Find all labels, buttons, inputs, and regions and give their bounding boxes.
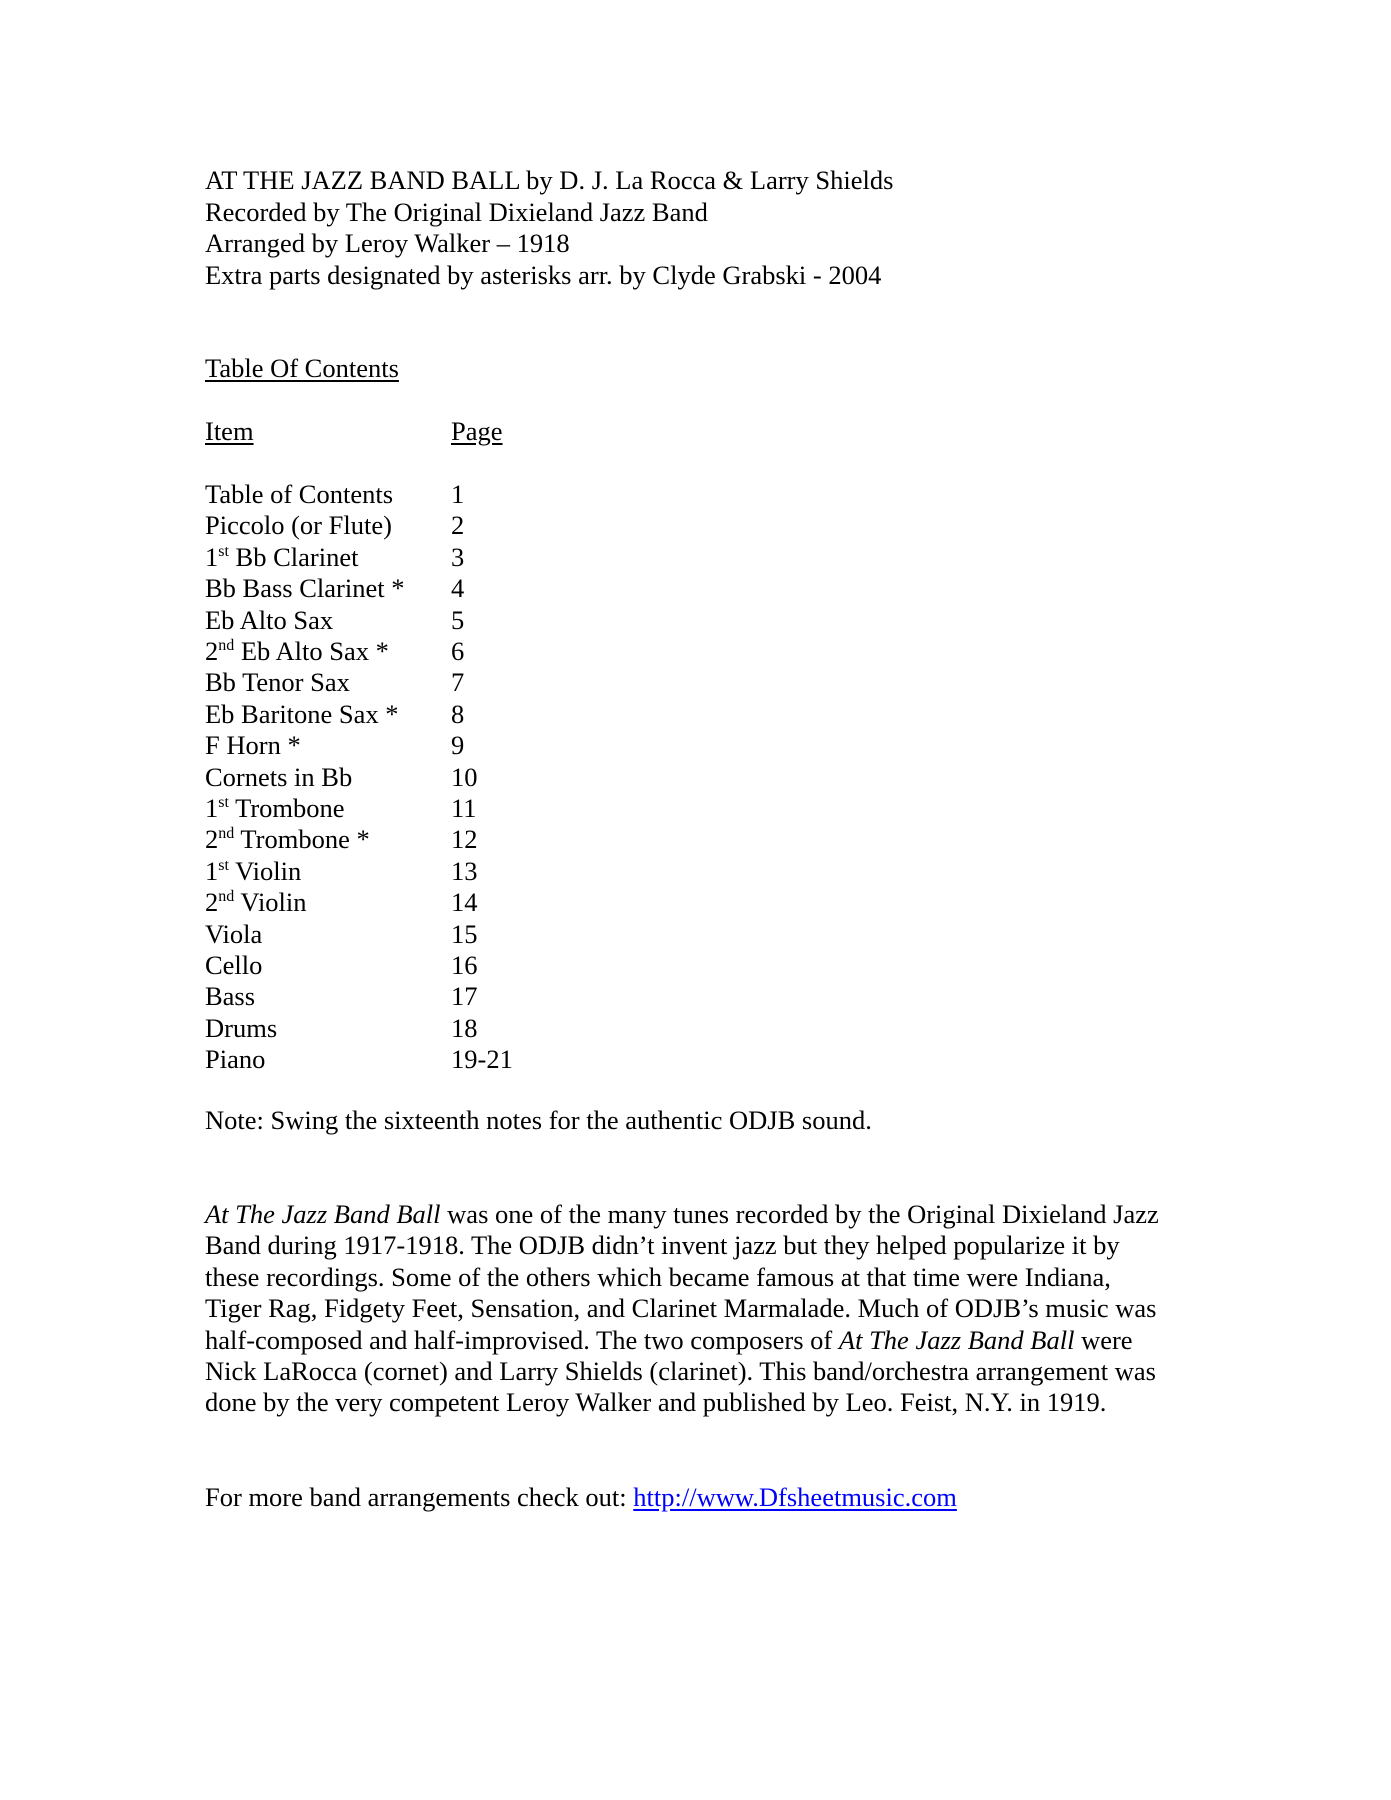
toc-item-label: Piccolo (or Flute) (205, 510, 392, 541)
toc-item-label: Viola (205, 918, 263, 949)
toc-heading: Table Of Contents (205, 353, 399, 383)
swing-note: Note: Swing the sixteenth notes for the authentic ODJB sound. (205, 1105, 872, 1135)
toc-page-number: 6 (451, 636, 465, 666)
toc-item-label: Piano (205, 1044, 266, 1075)
toc-item-label: 2nd Eb Alto Sax * (205, 636, 389, 666)
toc-page-number: 2 (451, 510, 465, 541)
ordinal-suffix: st (218, 794, 229, 811)
toc-item-label: Drums (205, 1012, 278, 1043)
toc-page-number: 7 (451, 667, 465, 698)
toc-page-number: 1 (451, 479, 465, 509)
ordinal-suffix: st (218, 856, 229, 874)
toc-col-item: Item (205, 416, 254, 446)
paragraph-line: Band during 1917-1918. The ODJB didn’t invent jazz but they helped popularize it by (205, 1230, 1120, 1261)
paragraph-line: At The Jazz Band Ball was one of the many tunes recorded by the Original Dixieland Jazz (205, 1199, 1159, 1229)
toc-page-number: 5 (451, 604, 465, 635)
ordinal-suffix: st (218, 542, 229, 560)
toc-item-label: F Horn * (205, 730, 301, 761)
toc-page-number: 8 (451, 698, 465, 729)
toc-page-number: 15 (451, 918, 478, 949)
paragraph-line: these recordings. Some of the others which became famous at that time were Indiana, (205, 1261, 1111, 1292)
toc-item-label: 1st Violin (205, 855, 302, 886)
paragraph-line: half-composed and half-improvised. The two composers of At The Jazz Band Ball were (205, 1324, 1133, 1355)
toc-item-label: Eb Baritone Sax * (205, 698, 399, 729)
toc-page-number: 9 (451, 730, 465, 761)
toc-page-number: 16 (451, 950, 478, 980)
arranged-by-line: Arranged by Leroy Walker – 1918 (205, 228, 570, 258)
toc-page-number: 17 (451, 981, 478, 1012)
song-title-italic: At The Jazz Band Ball (838, 1324, 1075, 1355)
toc-item-label: Cornets in Bb (205, 761, 353, 792)
toc-page-number: 13 (451, 855, 478, 886)
toc-item-label: 2nd Trombone * (205, 824, 370, 855)
ordinal-suffix: nd (218, 888, 235, 906)
footer-line (205, 1482, 957, 1513)
toc-page-number: 18 (451, 1012, 478, 1043)
recorded-by-line: Recorded by The Original Dixieland Jazz Band (205, 196, 708, 227)
toc-col-page: Page (451, 416, 503, 446)
toc-item-label: Cello (205, 950, 263, 980)
footer-text: For more band arrangements check out: (205, 1482, 634, 1512)
toc-page-number: 19-21 (451, 1044, 513, 1075)
toc-item-label: 1st Trombone (205, 793, 345, 823)
toc-item-label: Bb Bass Clarinet * (205, 573, 405, 604)
website-link[interactable]: http://www.Dfsheetmusic.com (633, 1482, 957, 1512)
extra-parts-line: Extra parts designated by asterisks arr. by Clyde Grabski - 2004 (205, 259, 882, 290)
toc-page-number: 4 (451, 573, 465, 604)
ordinal-suffix: nd (218, 637, 235, 654)
toc-page-number: 3 (451, 541, 465, 572)
toc-item-label: 2nd Violin (205, 887, 307, 918)
toc-item-label: Table of Contents (205, 479, 394, 509)
toc-item-label: 1st Bb Clarinet (205, 541, 359, 572)
toc-page-number: 14 (451, 887, 478, 918)
song-title-italic: At The Jazz Band Ball (205, 1199, 441, 1229)
toc-item-label: Bass (205, 981, 256, 1012)
paragraph-line: Tiger Rag, Fidgety Feet, Sensation, and Clarinet Marmalade. Much of ODJB’s music was (205, 1293, 1157, 1324)
toc-column-headers (205, 416, 505, 447)
paragraph-line: Nick LaRocca (cornet) and Larry Shields (clarinet). This band/orchestra arrangement was (205, 1356, 1156, 1387)
title-line: AT THE JAZZ BAND BALL by D. J. La Rocca & Larry Shields (205, 165, 894, 195)
toc-item-label: Eb Alto Sax (205, 604, 334, 635)
toc-item-label: Bb Tenor Sax (205, 667, 350, 698)
paragraph-line: done by the very competent Leroy Walker and published by Leo. Feist, N.Y. in 1919. (205, 1387, 1107, 1418)
ordinal-suffix: nd (218, 825, 235, 843)
toc-page-number: 10 (451, 761, 478, 792)
history-paragraph (205, 1199, 1205, 1419)
toc-page-number: 11 (451, 793, 477, 823)
toc-page-number: 12 (451, 824, 478, 855)
